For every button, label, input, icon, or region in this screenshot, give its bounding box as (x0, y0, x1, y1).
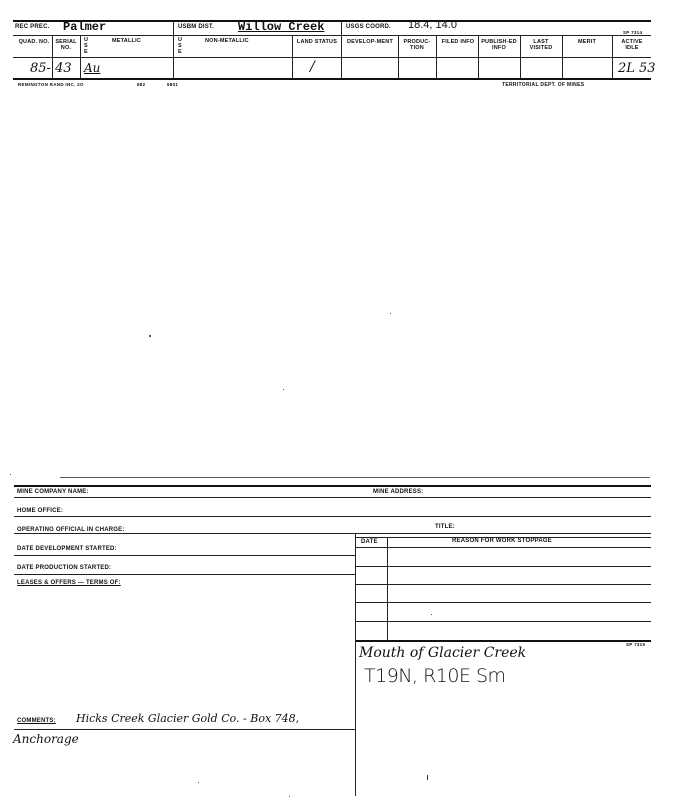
header-development: DEVELOP-MENT (346, 39, 394, 45)
col-divider (562, 35, 563, 78)
stoppage-header-bottom (355, 547, 651, 548)
bottom-card-edge (60, 477, 650, 478)
top-card-divider (173, 20, 174, 78)
stoppage-row (355, 566, 651, 567)
header-merit: MERIT (577, 39, 597, 45)
col-divider (520, 35, 521, 78)
scan-speck (431, 614, 432, 615)
rule (14, 555, 355, 556)
header-serial-no: SERIAL NO. (55, 39, 77, 51)
top-card-bottom-rule (13, 78, 651, 80)
mine-address-label: MINE ADDRESS: (373, 489, 424, 495)
comments-line2: Anchorage (13, 732, 79, 746)
usgs-coord-label: USGS COORD. (346, 24, 391, 30)
rec-prec-label: REC PREC. (15, 24, 50, 30)
footer-code-1: 882 (137, 82, 146, 87)
stoppage-bottom (355, 640, 651, 642)
scan-speck (390, 313, 391, 314)
header-published-info: PUBLISH-ED INFO (481, 39, 517, 51)
mine-company-name-label: MINE COMPANY NAME: (17, 489, 89, 495)
usbm-dist-label: USBM DIST. (178, 24, 215, 30)
quad-serial-value: 85- 43 (30, 61, 72, 76)
col-divider (292, 35, 293, 78)
comments-line1: Hicks Creek Glacier Gold Co. - Box 748, (76, 712, 300, 725)
rule (14, 516, 651, 517)
header-last-visited: LAST VISITED (529, 39, 553, 51)
scan-speck (289, 796, 290, 797)
stoppage-date-divider (387, 537, 388, 641)
rule (14, 497, 651, 498)
col-divider (612, 35, 613, 78)
top-card-header-rule (13, 35, 651, 36)
header-filed-info: FILED INFO (441, 39, 475, 45)
home-office-label: HOME OFFICE: (17, 508, 64, 514)
rec-prec-value: Palmer (63, 20, 107, 34)
bottom-card-center-divider (355, 533, 356, 796)
header-use-nonmetallic: U S E (178, 37, 183, 55)
operating-official-label: OPERATING OFFICIAL IN CHARGE: (17, 527, 125, 533)
usgs-coord-value: 18.4, 14.0 (408, 19, 457, 31)
header-land-status: LAND STATUS (296, 39, 338, 45)
title-label: TITLE: (435, 524, 455, 530)
header-use-metallic: U S E (84, 37, 89, 55)
header-active-idle: ACTIVE IDLE (621, 39, 643, 51)
scan-speck (10, 474, 11, 475)
date-development-label: DATE DEVELOPMENT STARTED: (17, 546, 117, 552)
rule (14, 574, 355, 575)
form-number-top: SP 7314 (623, 30, 643, 35)
leases-label: LEASES & OFFERS — TERMS OF: (17, 580, 121, 586)
stoppage-row (355, 621, 651, 622)
scan-speck (283, 389, 284, 390)
date-production-label: DATE PRODUCTION STARTED: (17, 565, 112, 571)
rule (14, 729, 355, 730)
active-idle-value: 2L 53 (618, 61, 656, 76)
stoppage-row (355, 584, 651, 585)
header-production: PRODUC-TION (403, 39, 431, 51)
top-card-divider (341, 20, 342, 78)
usbm-dist-value: Willow Creek (238, 20, 325, 34)
footer-department: TERRITORIAL DEPT. OF MINES (502, 82, 585, 88)
rule (14, 533, 651, 534)
scan-speck (427, 775, 428, 780)
top-card-row-rule (13, 57, 651, 58)
location-note-line1: Mouth of Glacier Creek (359, 645, 527, 661)
comments-label: COMMENTS: (17, 718, 56, 724)
form-number-bottom: SP 7315 (626, 642, 646, 647)
bottom-card-top-rule (14, 485, 651, 487)
stoppage-row (355, 602, 651, 603)
header-non-metallic: NON-METALLIC (205, 38, 249, 44)
top-card-top-rule (13, 20, 651, 22)
scan-speck (198, 782, 199, 783)
scan-speck (149, 335, 151, 337)
header-metallic: METALLIC (112, 38, 141, 44)
location-note-line2: T19N, R10E Sm (364, 665, 506, 687)
footer-code-2: 6801 (167, 82, 179, 87)
stoppage-reason-header: REASON FOR WORK STOPPAGE (452, 538, 552, 544)
metallic-code-value: Au (84, 61, 101, 75)
footer-printer: REMINGTON RAND INC. 2O (18, 82, 84, 87)
stoppage-date-header: DATE (361, 539, 378, 545)
col-divider (436, 35, 437, 78)
col-divider (80, 35, 81, 78)
land-status-value: / (310, 59, 315, 75)
header-quad-no: QUAD. NO. (18, 39, 50, 45)
